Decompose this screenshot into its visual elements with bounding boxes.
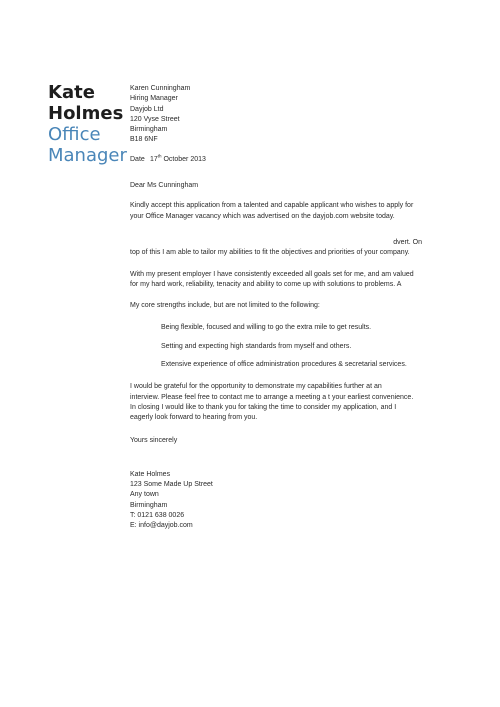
recipient-line: B18 6NF — [130, 136, 158, 144]
paragraph-line: In closing I would like to thank you for taking the time to consider my application, and I — [130, 403, 397, 411]
paragraph-line: eagerly look forward to hearing from you. — [130, 414, 258, 422]
letter-body — [130, 84, 422, 532]
sender-line: Birmingham — [130, 501, 168, 509]
paragraph-line: top of this I am able to tailor my abilities to fit the objectives and priorities of your company. — [130, 249, 410, 257]
recipient-line: Birmingham — [130, 126, 168, 134]
date-day-suffix: th — [157, 153, 162, 159]
applicant-first-name: Kate — [48, 82, 95, 103]
letter-date — [130, 155, 422, 165]
sender-line: Kate Holmes — [130, 470, 171, 478]
applicant-heading — [48, 82, 128, 166]
paragraph-fragment: dvert. On — [393, 238, 422, 246]
date-label: Date — [130, 155, 145, 163]
date-month-year: October 2013 — [163, 155, 206, 163]
sign-off: Yours sincerely — [130, 436, 178, 444]
recipient-line: Karen Cunningham — [130, 85, 191, 92]
paragraph-line: I would be grateful for the opportunity to demonstrate my capabilities further at an — [130, 383, 382, 391]
recipient-address — [130, 84, 422, 146]
recipient-line: Dayjob Ltd — [130, 105, 164, 113]
job-title-line2: Manager — [48, 145, 127, 166]
sender-line: 123 Some Made Up Street — [130, 481, 213, 489]
list-item: Extensive experience of office administration procedures & secretarial services. — [161, 361, 407, 369]
salutation: Dear Ms Cunningham — [130, 182, 199, 190]
strengths-list — [130, 323, 422, 370]
employer-paragraph — [130, 270, 422, 291]
paragraph-line: for my hard work, reliability, tenacity and ability to come up with solutions to problems. A — [130, 280, 402, 288]
paragraph-line: Kindly accept this application from a talented and capable applicant who wishes to apply for — [130, 202, 414, 210]
applicant-last-name: Holmes — [48, 103, 124, 124]
date-day-number: 17 — [149, 155, 158, 163]
paragraph-line: With my present employer I have consistently exceeded all goals set for me, and am valued — [130, 270, 414, 278]
sender-contact — [130, 470, 422, 532]
paragraph-line: interview. Please feel free to contact me to arrange a meeting a t your earliest convenience. — [130, 393, 414, 401]
date-day — [149, 153, 162, 163]
sender-line: Any town — [130, 491, 159, 499]
paragraph-line: your Office Manager vacancy which was advertised on the dayjob.com website today. — [130, 212, 395, 220]
job-title-line1: Office — [48, 124, 101, 145]
intro-paragraph — [130, 201, 422, 222]
list-item: Being flexible, focused and willing to go the extra mile to get results. — [161, 324, 372, 332]
closing-paragraph — [130, 382, 422, 423]
sender-email: E: info@dayjob.com — [130, 522, 193, 530]
strengths-intro: My core strengths include, but are not limited to the following: — [130, 302, 320, 310]
recipient-line: Hiring Manager — [130, 95, 178, 103]
recipient-line: 120 Vyse Street — [130, 115, 180, 123]
list-item: Setting and expecting high standards from myself and others. — [161, 342, 352, 350]
tailor-paragraph — [130, 238, 422, 259]
sender-phone: T: 0121 638 0026 — [130, 512, 185, 520]
